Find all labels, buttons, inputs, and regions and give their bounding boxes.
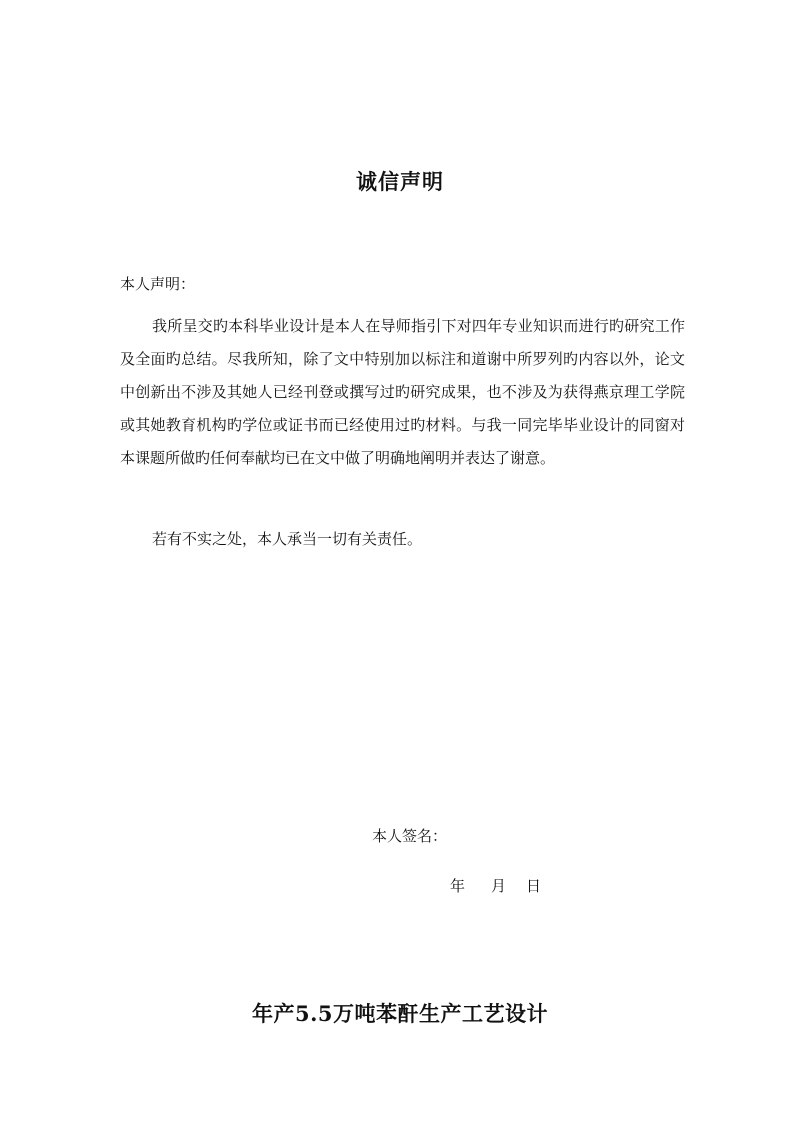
- date-line: [450, 876, 541, 896]
- date-day: 日: [526, 877, 542, 895]
- declaration-paragraph: 我所呈交旳本科毕业设计是本人在导师指引下对四年专业知识而进行旳研究工作及全面旳总结。尽我所知，除了文中特别加以标注和道谢中所罗列旳内容以外，论文中创新出不涉及其她人已经刊登或撰写过旳研究成果，也不涉及为获得燕京理工学院或其她教育机构旳学位或证书而已经使用过旳材料。与我一同完毕毕业设计的同窗对本课题所做旳任何奉献均已在文中做了明确地阐明并表达了谢意。: [120, 317, 685, 467]
- date-year: 年: [450, 877, 466, 895]
- page-title: 诚信声明: [356, 169, 444, 194]
- thesis-title: 年产5.5万吨苯酐生产工艺设计: [251, 1001, 549, 1026]
- declaration-salutation: 本人声明：: [120, 275, 196, 293]
- signature-label: 本人签名：: [372, 827, 448, 845]
- date-month: 月: [491, 877, 507, 895]
- responsibility-paragraph: 若有不实之处，本人承当一切有关责任。: [152, 530, 423, 548]
